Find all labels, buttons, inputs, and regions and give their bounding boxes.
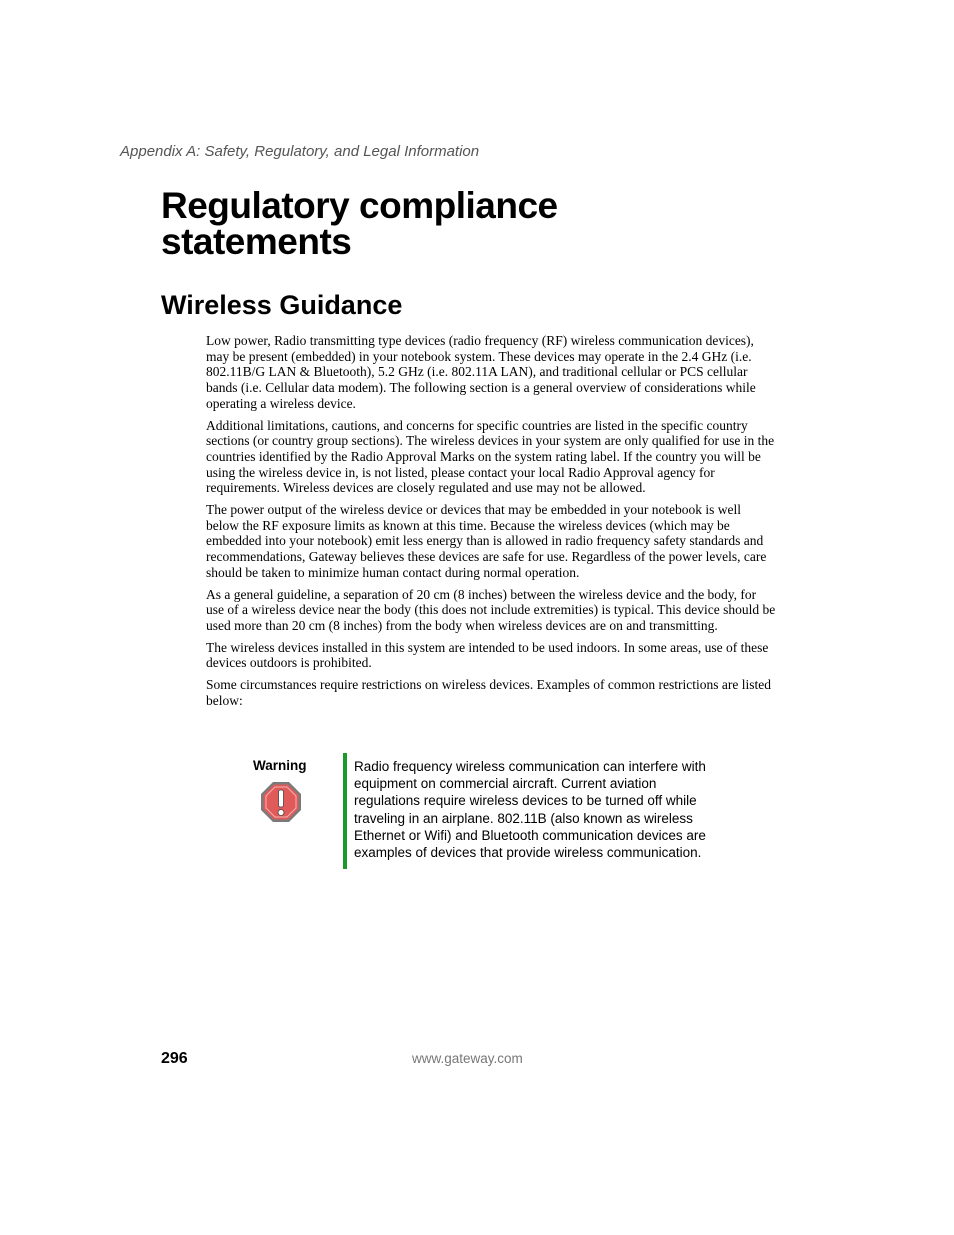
page-title	[161, 185, 581, 262]
paragraph: The power output of the wireless device or devices that may be embedded in your notebook is well below the RF exposure limits as known at this time. Because the wireless devices (which may be embedded into your notebook) emit less energy than is allowed in radio frequency safety standards and recommendations, Gateway believes these devices are safe for use. Regardless of the power levels, care should be taken to minimize human contact during normal operation.	[206, 502, 767, 580]
page-title-text: Regulatory compliance statements	[161, 185, 558, 262]
section-heading: Wireless Guidance	[161, 290, 403, 320]
warning-text: Radio frequency wireless communication can interfere with equipment on commercial aircraft. Current aviation regulations require wireless devices to be turned off while traveling in an airplane. 802.11B (also known as wireless Ethernet or Wifi) and Bluetooth communication devices are examples of devices that provide wireless communication.	[354, 759, 706, 861]
paragraph: The wireless devices installed in this system are intended to be used indoors. In some areas, use of these devices outdoors is prohibited.	[206, 639, 769, 671]
paragraph: As a general guideline, a separation of 20 cm (8 inches) between the wireless device and the body, for use of a wireless device near the body (this does not include extremities) is typical. This device should be used more than 20 cm (8 inches) from the body when wireless devices are on and transmitting.	[206, 586, 776, 633]
website-link[interactable]: www.gateway.com	[412, 1051, 523, 1066]
warning-divider-bar	[343, 753, 347, 869]
running-header: Appendix A: Safety, Regulatory, and Legal Information	[120, 143, 480, 160]
paragraph: Additional limitations, cautions, and concerns for specific countries are listed in the specific country sections (or country group sections). The wireless devices in your system are only qualified for use in the countries identified by the Radio Approval Marks on the system rating label. If the country you will be using the wireless device in, is not listed, please contact your local Radio Approval agency for requirements. Wireless devices are closely regulated and use may not be allowed.	[206, 417, 775, 496]
body-text	[206, 333, 776, 714]
paragraph: Low power, Radio transmitting type devices (radio frequency (RF) wireless communication devices), may be present (embedded) in your notebook system. These devices may operate in the 2.4 GHz (i.e. 802.11B/G LAN & Bluetooth), 5.2 GHz (i.e. 802.11A LAN), and traditional cellular or PCS cellular bands (i.e. Cellular data modem). The following section is a general overview of considerations while operating a wireless device.	[206, 333, 756, 411]
paragraph: Some circumstances require restrictions on wireless devices. Examples of common restrictions are listed below:	[206, 677, 771, 708]
warning-label: Warning	[253, 758, 307, 773]
warning-octagon-icon	[260, 781, 302, 823]
page-number: 296	[161, 1050, 188, 1067]
